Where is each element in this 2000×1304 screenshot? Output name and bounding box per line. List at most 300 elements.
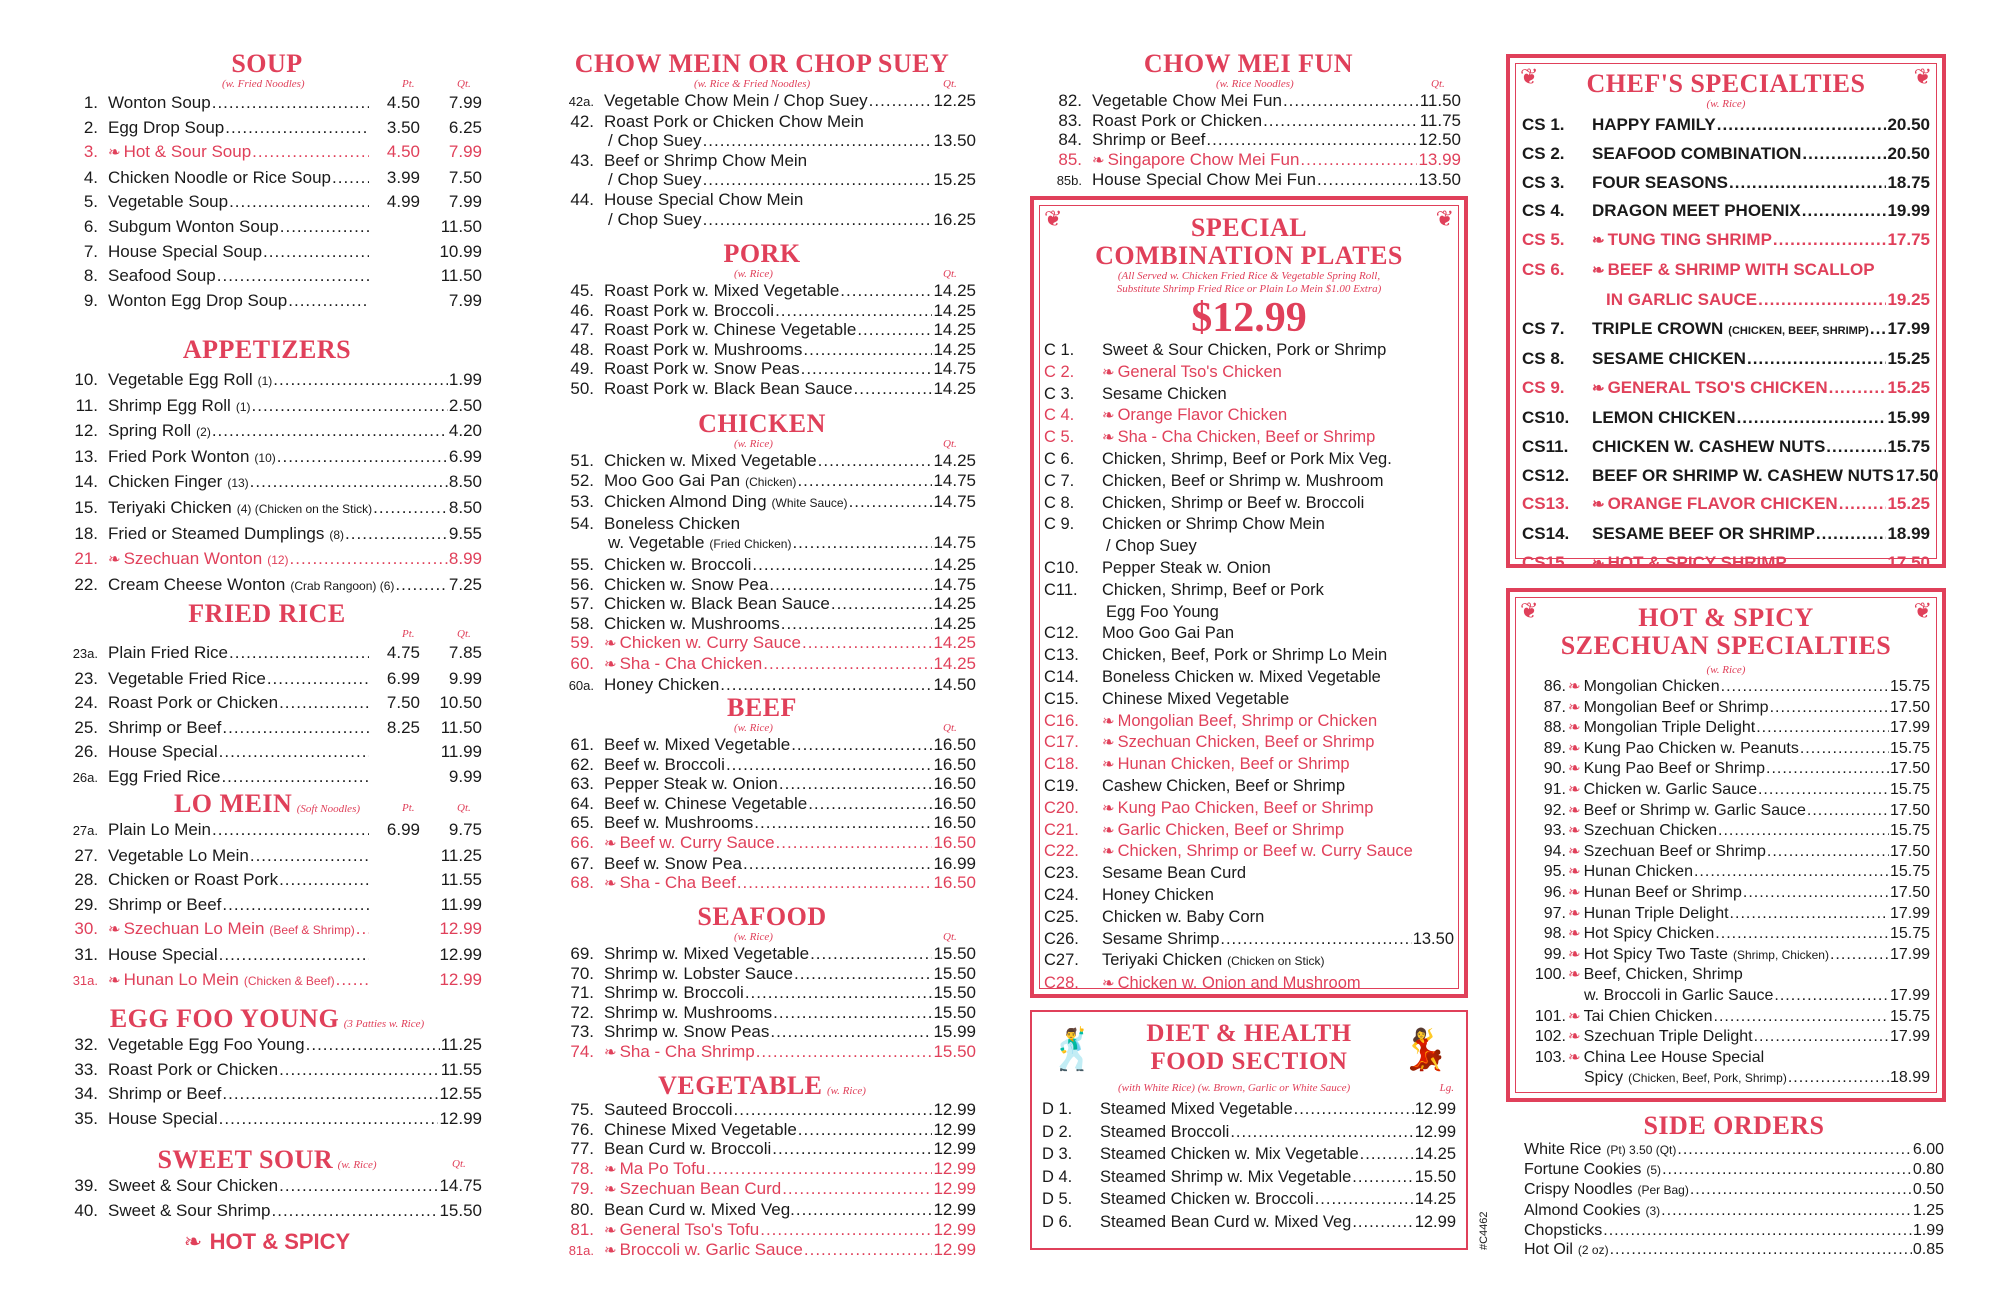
item-number: C 8. <box>1044 493 1075 512</box>
menu-item[interactable] <box>52 166 482 191</box>
chili-pepper-icon: ❧ <box>1568 739 1581 757</box>
menu-item[interactable] <box>52 716 482 741</box>
menu-item[interactable] <box>548 359 976 379</box>
menu-item[interactable] <box>1522 904 1930 925</box>
item-price: 14.25 <box>1414 1145 1456 1164</box>
qt-label: Qt. <box>457 78 471 90</box>
menu-item[interactable] <box>1522 801 1930 822</box>
menu-item[interactable] <box>1036 130 1461 150</box>
menu-item[interactable] <box>1044 863 1454 885</box>
menu-item[interactable] <box>548 340 976 360</box>
menu-item[interactable] <box>548 91 976 112</box>
chili-pepper-icon: ❧ <box>1568 1007 1581 1025</box>
menu-item[interactable] <box>1524 1201 1944 1221</box>
menu-item[interactable] <box>52 1107 482 1132</box>
item-price: 16.25 <box>933 209 976 229</box>
menu-item[interactable] <box>548 813 976 833</box>
menu-item[interactable] <box>1522 821 1930 842</box>
item-number: 26a. <box>72 769 98 785</box>
item-number: 28. <box>74 870 98 890</box>
menu-item[interactable] <box>1036 150 1461 171</box>
item-price: 17.50 <box>1887 552 1930 572</box>
menu-item[interactable] <box>1524 1221 1944 1240</box>
qt-label: Qt. <box>457 628 471 640</box>
szechuan-content <box>1522 604 1930 1089</box>
menu-item[interactable] <box>1044 427 1454 449</box>
menu-item[interactable] <box>548 854 976 874</box>
item-number: C 6. <box>1044 449 1075 468</box>
item-price: 6.99 <box>448 446 482 466</box>
menu-item[interactable] <box>548 451 976 471</box>
menu-item[interactable] <box>52 470 482 496</box>
item-name: House Special <box>108 1108 218 1128</box>
dot-leader <box>726 755 933 775</box>
dot-leader <box>802 633 932 653</box>
menu-item[interactable] <box>548 151 976 171</box>
item-price: 9.55 <box>448 523 482 543</box>
menu-item[interactable] <box>1522 759 1930 780</box>
chili-pepper-icon: ❧ <box>108 921 121 939</box>
item-number: C 2. <box>1044 362 1075 381</box>
menu-item[interactable] <box>548 1120 976 1140</box>
menu-item[interactable] <box>548 514 976 534</box>
price-quart: 11.99 <box>440 894 482 914</box>
item-name: Plain Lo Mein <box>108 820 212 839</box>
menu-item[interactable] <box>1042 1121 1456 1144</box>
menu-item[interactable] <box>548 281 976 301</box>
menu-item[interactable] <box>52 1199 482 1224</box>
menu-item[interactable] <box>548 833 976 854</box>
section-title: VEGETABLE <box>658 1071 823 1100</box>
combo-subtitle-2: Substitute Shrimp Fried Rice or Plain Lo Mein $1.00 Extra) <box>1116 283 1382 295</box>
item-price: 12.25 <box>933 91 976 110</box>
price-pint: 4.99 <box>386 192 420 212</box>
item-number: 13. <box>74 446 98 466</box>
menu-item[interactable] <box>1036 170 1461 191</box>
item-name: BEEF OR SHRIMP W. CASHEW NUTS <box>1592 465 1894 485</box>
item-name: Vegetable Egg Roll <box>108 370 253 389</box>
item-number: 54. <box>570 513 594 533</box>
item-number: 44. <box>570 189 594 209</box>
item-name: Shrimp w. Mixed Vegetable <box>604 944 810 963</box>
menu-item[interactable] <box>1044 449 1454 471</box>
menu-item[interactable] <box>52 419 482 445</box>
item-name: Subgum Wonton Soup <box>108 216 279 236</box>
price-pint: 3.50 <box>386 117 420 137</box>
menu-item[interactable] <box>52 522 482 548</box>
menu-item[interactable] <box>1522 111 1930 140</box>
item-name: Beef w. Snow Pea <box>604 853 742 873</box>
item-number: CS12. <box>1522 465 1570 485</box>
dot-leader <box>1829 374 1887 403</box>
menu-item[interactable] <box>52 264 482 289</box>
menu-item[interactable] <box>1044 929 1454 951</box>
menu-item[interactable] <box>52 740 482 765</box>
section-subtitle: (w. Rice) <box>734 931 773 943</box>
item-price: 17.99 <box>1889 986 1930 1004</box>
dot-leader <box>1743 883 1889 904</box>
menu-item[interactable] <box>1044 798 1454 820</box>
menu-item[interactable] <box>1522 490 1930 520</box>
menu-item[interactable] <box>1042 1166 1456 1189</box>
menu-item[interactable] <box>1044 776 1454 798</box>
menu-item[interactable] <box>1522 780 1930 801</box>
menu-item[interactable] <box>1524 1140 1944 1160</box>
menu-item[interactable] <box>1522 462 1939 491</box>
pt-label: Pt. <box>402 78 415 90</box>
combo-box <box>1030 196 1468 998</box>
price-pint: 6.99 <box>386 820 420 839</box>
menu-item[interactable] <box>1522 1007 1930 1028</box>
item-number: 5. <box>83 192 98 212</box>
dot-leader <box>1729 169 1886 198</box>
item-note: (12) <box>267 553 289 568</box>
dot-leader <box>1721 677 1889 698</box>
item-price: 15.75 <box>1889 863 1930 881</box>
item-name: Szechuan Triple Delight <box>1583 1028 1753 1046</box>
dot-leader <box>1800 739 1889 760</box>
menu-item[interactable] <box>1522 433 1930 462</box>
menu-item[interactable] <box>548 379 976 399</box>
menu-item[interactable] <box>1044 340 1454 362</box>
diet-box <box>1030 1010 1468 1250</box>
menu-item[interactable] <box>548 112 976 132</box>
menu-item[interactable] <box>1522 965 1930 986</box>
menu-item[interactable] <box>1522 256 1930 286</box>
item-number: 23a. <box>72 646 98 661</box>
menu-item[interactable] <box>52 368 482 394</box>
item-number: 86. <box>1543 678 1566 695</box>
menu-item[interactable] <box>1522 549 1930 579</box>
menu-item[interactable] <box>52 240 482 265</box>
menu-item[interactable] <box>1522 374 1930 404</box>
menu-item[interactable] <box>52 289 482 314</box>
dot-leader <box>219 1107 439 1132</box>
menu-item[interactable] <box>1044 820 1454 842</box>
menu-item[interactable] <box>1522 883 1930 904</box>
dot-leader <box>791 735 932 755</box>
item-price: 13.50 <box>933 131 976 151</box>
menu-item[interactable] <box>52 818 482 844</box>
menu-item[interactable] <box>52 868 482 893</box>
menu-item[interactable] <box>548 320 976 340</box>
menu-item[interactable] <box>52 765 482 791</box>
menu-item-continued <box>1522 1068 1930 1089</box>
chili-pepper-icon: ❧ <box>108 971 121 989</box>
menu-item[interactable] <box>1522 739 1930 760</box>
menu-item[interactable] <box>548 794 976 814</box>
menu-item[interactable] <box>52 1033 482 1058</box>
menu-item[interactable] <box>1044 754 1454 776</box>
menu-item[interactable] <box>1044 907 1454 929</box>
pt-label: Pt. <box>402 628 415 640</box>
item-note: (Fried Chicken) <box>709 537 792 552</box>
menu-item[interactable] <box>52 691 482 716</box>
menu-item[interactable] <box>52 893 482 918</box>
menu-item[interactable] <box>52 445 482 471</box>
menu-item[interactable] <box>548 1003 976 1023</box>
menu-item[interactable] <box>1044 471 1454 493</box>
item-price: 14.25 <box>933 554 976 574</box>
item-note: (13) <box>227 476 249 491</box>
item-price: 12.99 <box>933 1219 976 1239</box>
print-code: #C4462 <box>1478 1211 1490 1250</box>
menu-item[interactable] <box>548 964 976 984</box>
dot-leader <box>801 359 933 379</box>
dot-leader <box>1677 1140 1911 1159</box>
menu-item[interactable] <box>548 944 976 964</box>
item-number: 26. <box>74 742 98 762</box>
menu-item[interactable] <box>1524 1240 1944 1260</box>
menu-item[interactable] <box>1522 226 1930 256</box>
item-number: 69. <box>570 944 594 963</box>
menu-item[interactable] <box>52 91 482 116</box>
menu-item[interactable] <box>1044 732 1454 754</box>
menu-item[interactable] <box>1522 1027 1930 1048</box>
menu-item[interactable] <box>1522 169 1930 198</box>
dot-leader <box>840 281 932 301</box>
qt-label: Qt. <box>943 722 957 734</box>
item-name: Chicken w. Baby Corn <box>1102 907 1265 926</box>
price-quart: 11.25 <box>440 845 482 865</box>
item-price: 15.75 <box>1889 822 1930 840</box>
item-number: 21. <box>74 549 98 569</box>
dot-leader <box>356 917 369 942</box>
menu-item[interactable] <box>1522 677 1930 698</box>
dot-leader <box>1802 197 1887 226</box>
dot-leader <box>1352 1166 1413 1189</box>
dot-leader <box>1770 698 1889 719</box>
item-name: Steamed Broccoli <box>1100 1122 1230 1141</box>
item-name: Kung Pao Beef or Shrimp <box>1583 760 1766 778</box>
menu-item[interactable] <box>548 1139 976 1159</box>
menu-item[interactable] <box>548 614 976 634</box>
menu-item[interactable] <box>1522 345 1930 374</box>
menu-item[interactable] <box>1522 1048 1930 1069</box>
item-name: Szechuan Beef or Shrimp <box>1583 842 1766 860</box>
item-price: 17.99 <box>1887 318 1930 338</box>
item-price: 12.50 <box>1418 130 1461 150</box>
menu-item[interactable] <box>1044 362 1454 384</box>
item-price: 16.50 <box>933 735 976 754</box>
menu-item[interactable] <box>52 215 482 240</box>
menu-item[interactable] <box>548 1240 976 1261</box>
menu-item[interactable] <box>548 735 976 755</box>
menu-item[interactable] <box>548 492 976 514</box>
soup-section <box>52 50 482 313</box>
menu-item[interactable] <box>548 555 976 575</box>
item-name-continued: / Chop Suey <box>608 131 702 151</box>
seafood-section <box>548 903 976 1063</box>
item-number: C24. <box>1044 885 1079 904</box>
dot-leader <box>1830 945 1889 966</box>
price-quart: 9.99 <box>448 766 482 786</box>
menu-item[interactable] <box>1044 885 1454 907</box>
chili-pepper-icon: ❧ <box>604 655 617 673</box>
item-number: 85b. <box>1056 173 1082 189</box>
menu-item[interactable] <box>1044 645 1454 667</box>
item-number: CS 3. <box>1522 172 1565 192</box>
item-number: D 3. <box>1042 1145 1073 1164</box>
item-name: Hunan Lo Mein <box>123 969 239 989</box>
item-price: 14.25 <box>1414 1190 1456 1209</box>
item-name: Mongolian Beef or Shrimp <box>1583 698 1769 716</box>
menu-item[interactable] <box>548 594 976 614</box>
chili-pepper-icon: ❧ <box>604 1043 617 1061</box>
menu-item[interactable] <box>1044 493 1454 515</box>
menu-item[interactable] <box>1042 1098 1456 1121</box>
item-name: General Tso's Tofu <box>619 1219 760 1239</box>
price-quart: 11.50 <box>440 266 482 286</box>
menu-item[interactable] <box>548 1100 976 1120</box>
item-name: Pepper Steak w. Onion <box>604 774 778 794</box>
item-name: Shrimp or Beef <box>1092 130 1206 150</box>
menu-item[interactable] <box>1044 405 1454 427</box>
menu-item[interactable] <box>1522 315 1930 346</box>
menu-item[interactable] <box>548 755 976 775</box>
menu-item[interactable] <box>1042 1143 1456 1166</box>
item-number: 100. <box>1534 966 1566 984</box>
item-name: Steamed Chicken w. Broccoli <box>1100 1190 1314 1209</box>
menu-item[interactable] <box>548 1159 976 1180</box>
item-note: (Chicken & Beef) <box>243 973 335 988</box>
menu-item[interactable] <box>1044 711 1454 733</box>
menu-item[interactable] <box>52 1058 482 1083</box>
menu-item[interactable] <box>1044 384 1454 406</box>
menu-item[interactable] <box>1036 91 1461 111</box>
menu-item[interactable] <box>52 844 482 869</box>
menu-item[interactable] <box>1044 973 1454 995</box>
menu-item[interactable] <box>1044 623 1454 645</box>
menu-item[interactable] <box>1044 667 1454 689</box>
menu-item[interactable] <box>548 654 976 675</box>
section-subtitle: (w. Rice) <box>734 438 773 450</box>
menu-item[interactable] <box>548 190 976 210</box>
menu-item[interactable] <box>1042 1211 1456 1234</box>
menu-item[interactable] <box>1522 862 1930 883</box>
dot-leader <box>221 765 369 790</box>
menu-item[interactable] <box>548 633 976 654</box>
menu-item[interactable] <box>1044 841 1454 863</box>
menu-item[interactable] <box>1522 520 1930 549</box>
menu-item[interactable] <box>52 573 482 599</box>
menu-item[interactable] <box>1044 580 1454 602</box>
item-number: 2. <box>83 117 98 137</box>
menu-item[interactable] <box>548 575 976 595</box>
section-subtitle: (Soft Noodles) <box>296 803 361 815</box>
szechuan-list <box>1522 677 1930 1089</box>
menu-item[interactable] <box>52 917 482 943</box>
menu-item[interactable] <box>1522 842 1930 863</box>
menu-item[interactable] <box>52 943 482 968</box>
chili-pepper-icon: ❧ <box>183 1229 203 1255</box>
menu-item[interactable] <box>548 301 976 321</box>
menu-item[interactable] <box>52 496 482 522</box>
item-name: Roast Pork w. Black Bean Sauce <box>604 378 853 398</box>
dot-leader <box>792 533 932 553</box>
menu-item[interactable] <box>52 140 482 166</box>
menu-item[interactable] <box>1044 689 1454 711</box>
menu-item[interactable] <box>52 547 482 573</box>
item-name: Boneless Chicken w. Mixed Vegetable <box>1102 667 1381 686</box>
seafood-list <box>548 944 976 1063</box>
menu-item[interactable] <box>548 1200 976 1220</box>
menu-item[interactable] <box>1524 1180 1944 1200</box>
menu-item[interactable] <box>1044 514 1454 536</box>
item-number: 50. <box>570 378 594 398</box>
price-quart: 7.99 <box>448 290 482 310</box>
menu-item[interactable] <box>52 968 482 994</box>
menu-item[interactable] <box>52 641 482 667</box>
menu-item[interactable] <box>1522 924 1930 945</box>
menu-item[interactable] <box>52 1174 482 1199</box>
menu-item[interactable] <box>1522 140 1930 169</box>
menu-item[interactable] <box>548 983 976 1003</box>
menu-item[interactable] <box>1522 404 1930 433</box>
menu-item[interactable] <box>1522 698 1930 719</box>
dot-leader <box>373 496 448 521</box>
item-price: 17.50 <box>1889 698 1930 716</box>
menu-item[interactable] <box>548 1179 976 1200</box>
menu-item[interactable] <box>52 667 482 692</box>
dot-leader <box>250 470 448 495</box>
item-note: (8) <box>329 527 345 542</box>
item-name: Szechuan Wonton <box>123 549 263 569</box>
item-number: 51. <box>570 451 594 470</box>
menu-item[interactable] <box>548 774 976 794</box>
menu-item[interactable] <box>52 394 482 420</box>
menu-item[interactable] <box>52 190 482 215</box>
menu-item[interactable] <box>52 1082 482 1107</box>
dot-leader <box>752 555 932 575</box>
menu-item[interactable] <box>548 1220 976 1241</box>
item-name: Singapore Chow Mei Fun <box>1107 149 1300 169</box>
menu-item[interactable] <box>1042 1188 1456 1211</box>
menu-item[interactable] <box>1522 197 1930 226</box>
menu-item[interactable] <box>548 1042 976 1063</box>
item-name: Sweet & Sour Chicken, Pork or Shrimp <box>1102 341 1387 359</box>
item-number: 43. <box>570 150 594 170</box>
item-number: 27. <box>74 845 98 865</box>
item-name: Sweet & Sour Chicken <box>108 1176 279 1195</box>
menu-item[interactable] <box>1044 950 1454 973</box>
beef-list <box>548 735 976 894</box>
item-note: (White Sauce) <box>771 496 848 511</box>
menu-item[interactable] <box>52 116 482 141</box>
menu-item[interactable] <box>548 471 976 493</box>
menu-item[interactable] <box>1044 558 1454 580</box>
menu-item[interactable] <box>1524 1160 1944 1180</box>
chili-pepper-icon: ❧ <box>604 834 617 852</box>
item-name: Hunan Beef or Shrimp <box>1583 883 1742 901</box>
item-price: 15.25 <box>1887 378 1930 398</box>
item-price: 15.50 <box>933 1041 976 1061</box>
menu-item[interactable] <box>1036 111 1461 131</box>
chili-pepper-icon: ❧ <box>1102 821 1115 839</box>
dot-leader <box>263 240 369 265</box>
item-price: 17.50 <box>1895 465 1939 485</box>
menu-item[interactable] <box>1522 945 1930 966</box>
item-name: Vegetable Lo Mein <box>108 845 249 865</box>
menu-item[interactable] <box>548 873 976 894</box>
item-number: 58. <box>570 613 594 633</box>
item-price: 8.50 <box>448 472 482 492</box>
menu-item[interactable] <box>548 1022 976 1042</box>
dot-leader <box>1294 1098 1414 1121</box>
item-name: Chicken w. Curry Sauce <box>619 633 801 653</box>
menu-item[interactable] <box>1522 718 1930 739</box>
item-number: CS 1. <box>1522 115 1565 134</box>
